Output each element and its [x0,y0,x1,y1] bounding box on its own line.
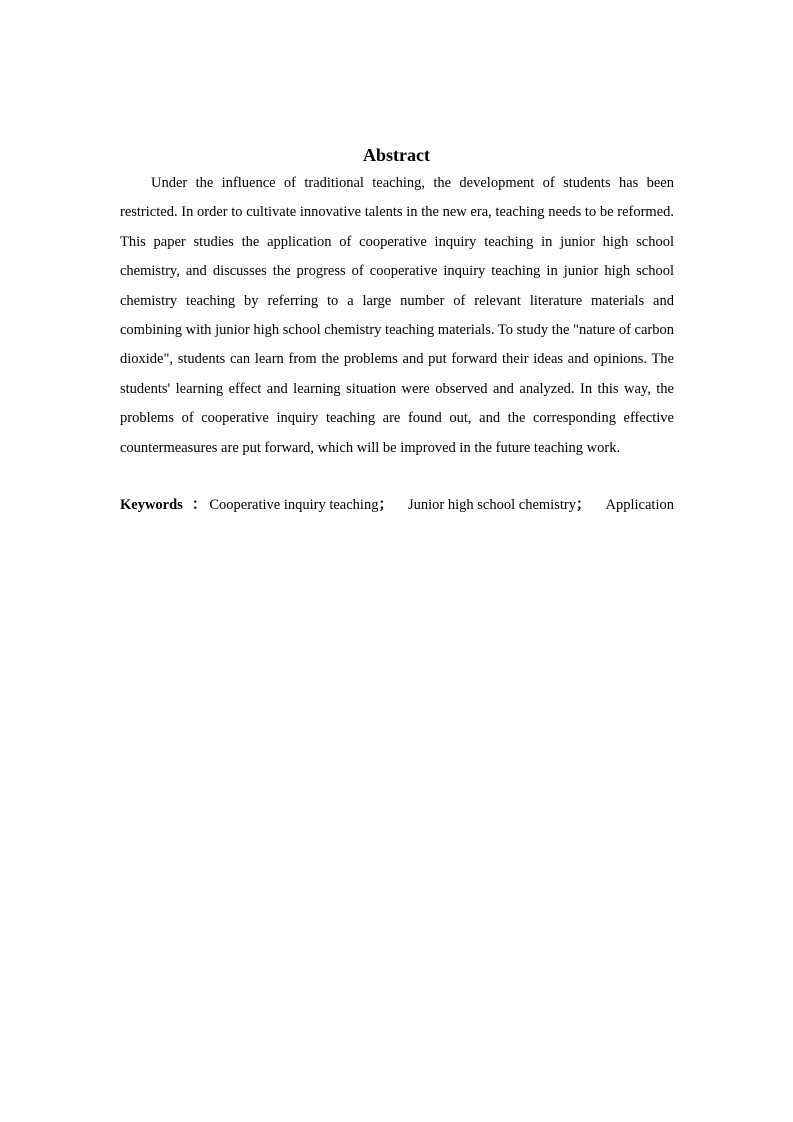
abstract-heading: Abstract [363,145,430,165]
keywords-label: Keywords [120,497,183,513]
keywords-lead [120,491,393,520]
keyword-item-2-group [408,491,590,520]
keyword-separator: ； [575,497,591,513]
keywords-colon: ： [191,497,207,513]
keyword-item-3: Application [605,497,674,513]
keyword-item-2: Junior high school chemistry [408,497,576,513]
abstract-paragraph: Under the influence of traditional teaching, the development of students has been restricted. In order to cultivate innovative talents in the new era, teaching needs to be reformed. This paper studies the application of cooperative inquiry teaching in junior high school chemistry, and discusses the progress of cooperative inquiry teaching in junior high school chemistry teaching by referring to a large number of relevant literature materials and combining with junior high school chemistry teaching materials. To study the "nature of carbon dioxide", students can learn from the problems and put forward their ideas and opinions. The students' learning effect and learning situation were observed and analyzed. In this way, the problems of cooperative inquiry teaching are found out, and the corresponding effective countermeasures are put forward, which will be improved in the future teaching work. [120,175,674,456]
keyword-separator: ； [378,497,393,513]
keywords-line [120,491,674,520]
keyword-item-1: Cooperative inquiry teaching [209,497,379,513]
